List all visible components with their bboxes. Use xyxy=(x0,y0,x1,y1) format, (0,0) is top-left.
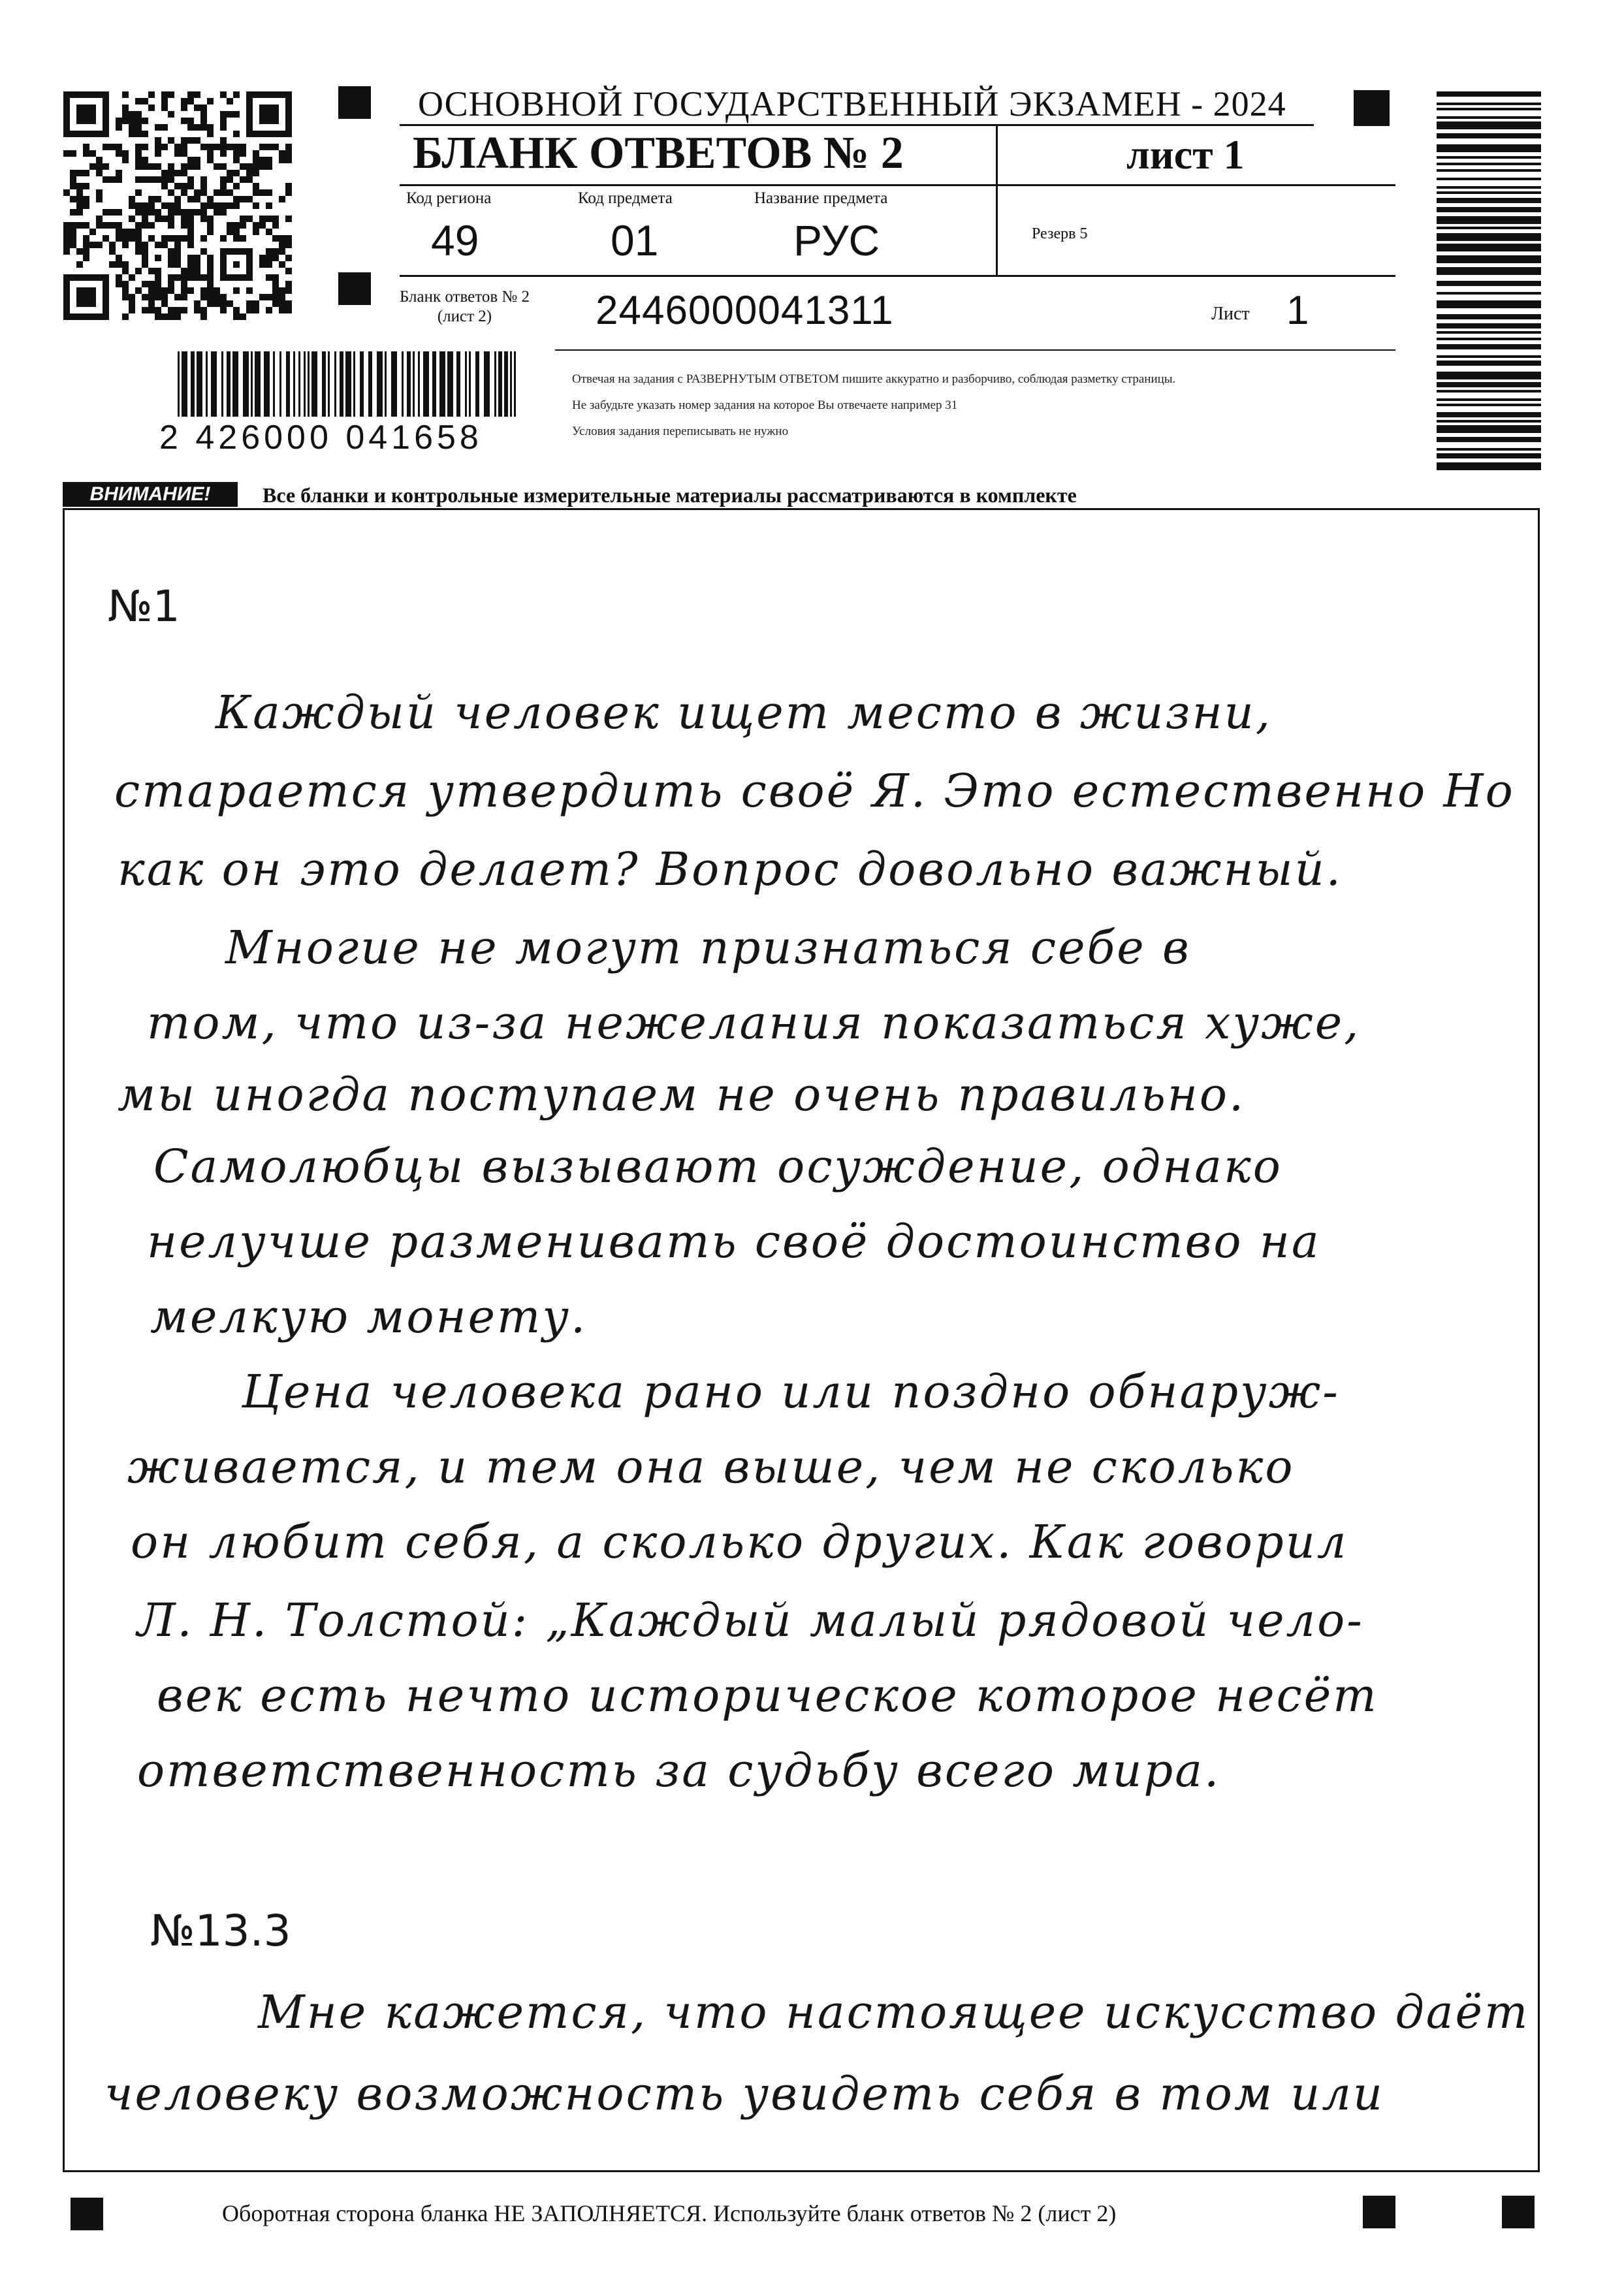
handwritten-line: том, что из-за нежелания показаться хуже, xyxy=(147,996,1361,1050)
subject-code-label: Код предмета xyxy=(578,189,673,207)
subject-name: РУС xyxy=(793,216,880,265)
registration-marker xyxy=(338,86,371,119)
reserve-label: Резерв 5 xyxy=(1032,225,1088,242)
handwritten-line: человеку возможность увидеть себя в том или xyxy=(104,2067,1384,2121)
sheet2-label xyxy=(400,287,530,327)
handwritten-line: мы иногда поступаем не очень правильно. xyxy=(118,1068,1246,1121)
handwritten-line: Цена человека рано или поздно обнаруж- xyxy=(242,1365,1340,1419)
handwritten-line: век есть нечто историческое которое несёт xyxy=(157,1669,1378,1722)
side-barcode xyxy=(1437,91,1541,470)
region-label: Код региона xyxy=(406,189,492,207)
sheet2-label-line2: (лист 2) xyxy=(437,308,492,325)
handwritten-line: ответственность за судьбу всего мира. xyxy=(137,1744,1221,1797)
handwritten-line: Каждый человек ищет место в жизни, xyxy=(215,686,1273,739)
sheet-number: лист 1 xyxy=(1126,131,1245,178)
subject-name-label: Название предмета xyxy=(754,189,888,207)
handwritten-line: Самолюбцы вызывают осуждение, однако xyxy=(153,1140,1282,1193)
exam-title: ОСНОВНОЙ ГОСУДАРСТВЕННЫЙ ЭКЗАМЕН - 2024 xyxy=(418,84,1286,123)
handwritten-line: старается утвердить своё Я. Это естественно Но xyxy=(114,764,1515,818)
handwritten-line: нелучше разменивать своё достоинство на xyxy=(147,1215,1321,1268)
handwritten-line: как он это делает? Вопрос довольно важный. xyxy=(118,842,1343,896)
handwritten-line: Многие не могут признаться себе в xyxy=(225,921,1191,974)
registration-marker xyxy=(1354,90,1390,126)
subject-code: 01 xyxy=(611,216,659,265)
barcode xyxy=(175,351,521,423)
warning-text: Все бланки и контрольные измерительные материалы рассматриваются в комплекте xyxy=(263,483,1077,507)
task1-number: №1 xyxy=(108,581,180,632)
registration-marker xyxy=(1363,2196,1395,2228)
registration-marker xyxy=(71,2198,103,2230)
instruction-2: Не забудьте указать номер задания на которое Вы отвечаете например 31 xyxy=(572,398,958,412)
instruction-1: Отвечая на задания с РАЗВЕРНУТЫМ ОТВЕТОМ пишите аккуратно и разборчиво, соблюдая разметку страницы. xyxy=(572,372,1176,386)
handwritten-line: Л. Н. Толстой: „Каждый малый рядовой чело- xyxy=(137,1594,1364,1647)
warning-badge: ВНИМАНИЕ! xyxy=(63,482,238,507)
handwritten-line: живается, и тем она выше, чем не сколько xyxy=(127,1440,1295,1494)
region-code: 49 xyxy=(431,216,479,265)
sheet2-number: 2446000041311 xyxy=(596,288,894,333)
sheet2-label-line1: Бланк ответов № 2 xyxy=(400,288,530,306)
barcode-number: 2 426000 041658 xyxy=(159,419,483,457)
form-title: БЛАНК ОТВЕТОВ № 2 xyxy=(413,128,904,178)
registration-marker xyxy=(338,272,371,305)
registration-marker xyxy=(1502,2196,1535,2228)
list-label: Лист xyxy=(1211,304,1250,324)
list-number: 1 xyxy=(1286,288,1309,333)
handwritten-line: он любит себя, а сколько других. Как говорил xyxy=(131,1515,1348,1569)
instruction-3: Условия задания переписывать не нужно xyxy=(572,425,789,438)
footer-note: Оборотная сторона бланка НЕ ЗАПОЛНЯЕТСЯ. Используйте бланк ответов № 2 (лист 2) xyxy=(222,2200,1117,2226)
task2-number: №13.3 xyxy=(150,1906,291,1956)
handwritten-line: мелкую монету. xyxy=(150,1290,588,1343)
handwritten-line: Мне кажется, что настоящее искусство даёт xyxy=(258,1985,1530,2039)
qr-code xyxy=(63,91,292,320)
